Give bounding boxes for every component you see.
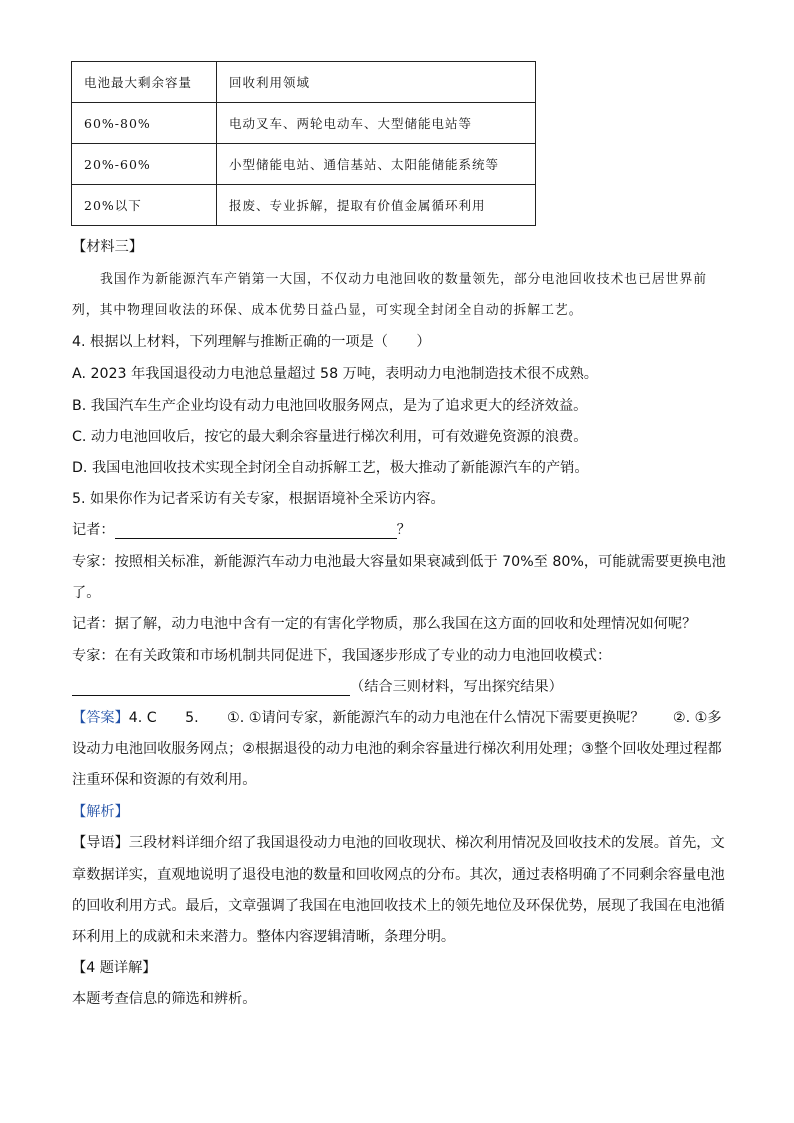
question-4-option-b: B. 我国汽车生产企业均设有动力电池回收服务网点，是为了追求更大的经济效益。: [72, 398, 588, 414]
answer-line: 设动力电池回收服务网点；②根据退役的动力电池的剩余容量进行梯次利用处理；③整个回收处理过程都: [72, 741, 722, 757]
table-cell: 小型储能电站、通信基站、太阳能储能系统等: [217, 144, 536, 185]
interview-expert-line: 专家：按照相关标准，新能源汽车动力电池最大容量如果衰减到低于 70%至 80%，可能就需要更换电池: [72, 554, 726, 570]
interview-expert-line: 专家：在有关政策和市场机制共同促进下，我国逐步形成了专业的动力电池回收模式：: [72, 648, 612, 664]
question-4-stem: 4. 根据以上材料，下列理解与推断正确的一项是（ ）: [72, 334, 431, 350]
interview-expert-line: 了。: [72, 585, 101, 601]
question-4-option-d: D. 我国电池回收技术实现全封闭全自动拆解工艺，极大推动了新能源汽车的产销。: [72, 460, 589, 476]
reporter-label: 记者：: [72, 522, 115, 538]
table-header-cell: 回收利用领域: [217, 62, 536, 103]
analysis-guide-line: 环利用上的成就和未来潜力。整体内容逻辑清晰，条理分明。: [72, 929, 456, 945]
answer-text: 4. C 5. ①. ①请问专家，新能源汽车的动力电池在什么情况下需要更换呢？ ②. ①多: [128, 710, 722, 726]
table-row: [72, 103, 536, 144]
material3-heading: 【材料三】: [72, 239, 143, 255]
capacity-usage-table: [71, 61, 536, 226]
table-header-row: [72, 62, 536, 103]
answer-blank: [72, 681, 350, 696]
analysis-label: 【解析】: [72, 804, 129, 820]
analysis-guide-line: 的回收利用方式。最后，文章强调了我国在电池回收技术上的领先地位及环保优势，展现了我国在电池循: [72, 898, 725, 914]
blank-hint: （结合三则材料，写出探究结果）: [350, 679, 563, 695]
answer-label: 【答案】: [72, 710, 129, 726]
analysis-guide-line: 章数据详实，直观地说明了退役电池的数量和回收网点的分布。其次，通过表格明确了不同剩余容量电池: [72, 867, 725, 883]
answer-line: 注重环保和资源的有效利用。: [72, 772, 257, 788]
table-cell: 20%-60%: [72, 144, 217, 185]
question-4-detail-text: 本题考查信息的筛选和辨析。: [72, 991, 257, 1007]
answer-blank: [115, 524, 397, 539]
question-4-detail-heading: 【4 题详解】: [72, 960, 157, 976]
material3-paragraph-line: 我国作为新能源汽车产销第一大国，不仅动力电池回收的数量领先，部分电池回收技术也已居世界前: [100, 272, 708, 287]
table-header-cell: 电池最大剩余容量: [72, 62, 217, 103]
table-cell: 20%以下: [72, 185, 217, 226]
table-cell: 报废、专业拆解，提取有价值金属循环利用: [217, 185, 536, 226]
interview-reporter-line: 记者：据了解，动力电池中含有一定的有害化学物质，那么我国在这方面的回收和处理情况如何呢？: [72, 616, 697, 632]
table-row: [72, 185, 536, 226]
analysis-guide-line: 【导语】三段材料详细介绍了我国退役动力电池的回收现状、梯次利用情况及回收技术的发展。首先，文: [72, 835, 725, 851]
interview-reporter-line: [72, 519, 411, 539]
table-row: [72, 144, 536, 185]
answer-line: [72, 707, 722, 727]
question-4-option-a: A. 2023 年我国退役动力电池总量超过 58 万吨，表明动力电池制造技术很不成熟。: [72, 366, 598, 382]
table-cell: 电动叉车、两轮电动车、大型储能电站等: [217, 103, 536, 144]
question-4-option-c: C. 动力电池回收后，按它的最大剩余容量进行梯次利用，可有效避免资源的浪费。: [72, 429, 588, 445]
material3-paragraph-line: 列，其中物理回收法的环保、成本优势日益凸显，可实现全封闭全自动的拆解工艺。: [72, 303, 583, 318]
question-5-stem: 5. 如果你作为记者采访有关专家，根据语境补全采访内容。: [72, 491, 445, 507]
table-cell: 60%-80%: [72, 103, 217, 144]
question-mark: ？: [396, 522, 411, 538]
interview-blank-line: [72, 676, 563, 696]
